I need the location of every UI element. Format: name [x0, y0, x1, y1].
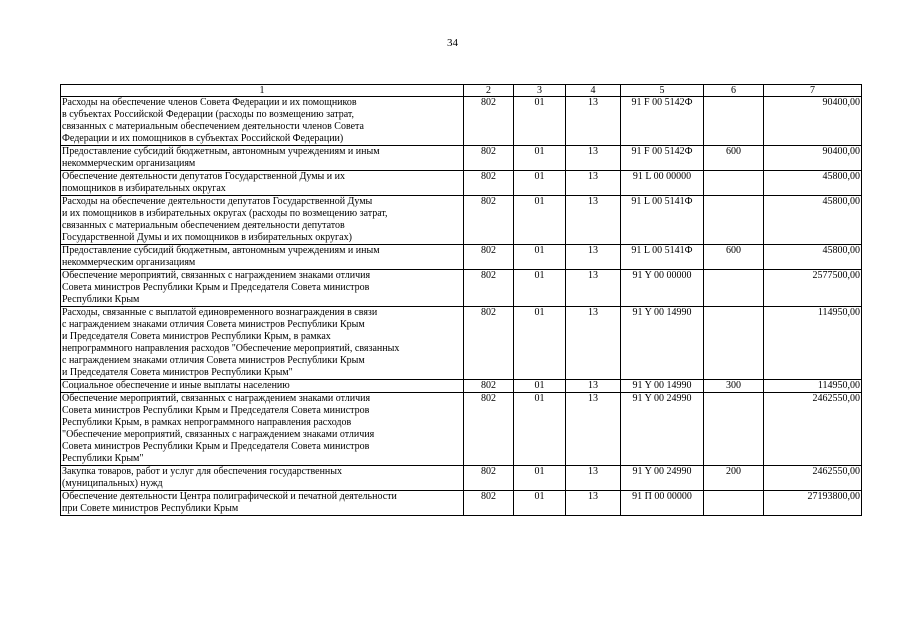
- description-line: связанных с материальным обеспечением деятельности членов Совета: [62, 121, 364, 132]
- row-description: [61, 196, 464, 245]
- description-line: Закупка товаров, работ и услуг для обеспечения государственных: [62, 466, 343, 477]
- cell-admin-code: 802: [464, 196, 514, 245]
- cell-amount: 45800,00: [764, 171, 862, 196]
- column-header: 7: [764, 85, 862, 97]
- description-line: Совета министров Республики Крым и Председателя Совета министров: [62, 441, 370, 452]
- cell-section: 01: [514, 380, 566, 393]
- table-row: [61, 307, 862, 380]
- row-description: [61, 380, 464, 393]
- column-header: 3: [514, 85, 566, 97]
- cell-target-article: 91 F 00 5142Ф: [621, 146, 704, 171]
- cell-expense-type: [704, 270, 764, 307]
- cell-amount: 2462550,00: [764, 393, 862, 466]
- column-header: 6: [704, 85, 764, 97]
- cell-target-article: 91 L 00 5141Ф: [621, 196, 704, 245]
- table-row: [61, 97, 862, 146]
- cell-expense-type: [704, 393, 764, 466]
- description-line: Расходы, связанные с выплатой единовременного вознаграждения в связи: [62, 307, 378, 318]
- cell-section: 01: [514, 270, 566, 307]
- cell-admin-code: 802: [464, 380, 514, 393]
- row-description: [61, 466, 464, 491]
- cell-expense-type: [704, 171, 764, 196]
- cell-section: 01: [514, 466, 566, 491]
- cell-amount: 114950,00: [764, 307, 862, 380]
- description-line: Республики Крым, в рамках непрограммного направления расходов: [62, 417, 352, 428]
- cell-target-article: 91 П 00 00000: [621, 491, 704, 516]
- table-row: [61, 245, 862, 270]
- cell-target-article: 91 Y 00 14990: [621, 307, 704, 380]
- cell-expense-type: 600: [704, 146, 764, 171]
- cell-admin-code: 802: [464, 307, 514, 380]
- cell-subsection: 13: [566, 491, 621, 516]
- cell-section: 01: [514, 393, 566, 466]
- description-line: в субъектах Российской Федерации (расходы по возмещению затрат,: [62, 109, 355, 120]
- row-description: [61, 146, 464, 171]
- cell-expense-type: 200: [704, 466, 764, 491]
- cell-expense-type: 300: [704, 380, 764, 393]
- cell-amount: 90400,00: [764, 146, 862, 171]
- row-description: [61, 171, 464, 196]
- cell-section: 01: [514, 491, 566, 516]
- description-line: некоммерческим организациям: [62, 257, 196, 268]
- cell-section: 01: [514, 245, 566, 270]
- header-row: [61, 85, 862, 97]
- cell-subsection: 13: [566, 380, 621, 393]
- cell-target-article: 91 Y 00 24990: [621, 393, 704, 466]
- description-line: Социальное обеспечение и иные выплаты населению: [62, 380, 290, 391]
- cell-expense-type: 600: [704, 245, 764, 270]
- description-line: Обеспечение деятельности Центра полиграфической и печатной деятельности: [62, 491, 397, 502]
- description-line: Республики Крым": [62, 453, 144, 464]
- description-line: Совета министров Республики Крым и Председателя Совета министров: [62, 405, 370, 416]
- cell-amount: 2577500,00: [764, 270, 862, 307]
- cell-target-article: 91 F 00 5142Ф: [621, 97, 704, 146]
- cell-subsection: 13: [566, 146, 621, 171]
- cell-section: 01: [514, 171, 566, 196]
- description-line: "Обеспечение мероприятий, связанных с награждением знаками отличия: [62, 429, 375, 440]
- cell-amount: 27193800,00: [764, 491, 862, 516]
- description-line: с награждением знаками отличия Совета министров Республики Крым: [62, 319, 365, 330]
- cell-subsection: 13: [566, 97, 621, 146]
- cell-target-article: 91 Y 00 00000: [621, 270, 704, 307]
- cell-admin-code: 802: [464, 171, 514, 196]
- description-line: и их помощников в избирательных округах (расходы по возмещению затрат,: [62, 208, 388, 219]
- cell-target-article: 91 L 00 5141Ф: [621, 245, 704, 270]
- description-line: Федерации и их помощников в субъектах Российской Федерации): [62, 133, 344, 144]
- cell-target-article: 91 Y 00 14990: [621, 380, 704, 393]
- row-description: [61, 307, 464, 380]
- table-row: [61, 270, 862, 307]
- cell-subsection: 13: [566, 171, 621, 196]
- row-description: [61, 245, 464, 270]
- cell-admin-code: 802: [464, 466, 514, 491]
- description-line: Расходы на обеспечение членов Совета Федерации и их помощников: [62, 97, 357, 108]
- cell-target-article: 91 L 00 00000: [621, 171, 704, 196]
- table-row: [61, 466, 862, 491]
- description-line: непрограммного направления расходов "Обеспечение мероприятий, связанных: [62, 343, 400, 354]
- table-row: [61, 491, 862, 516]
- cell-amount: 45800,00: [764, 196, 862, 245]
- page-number: 34: [447, 37, 458, 49]
- description-line: помощников в избирательных округах: [62, 183, 226, 194]
- description-line: Совета министров Республики Крым и Председателя Совета министров: [62, 282, 370, 293]
- cell-section: 01: [514, 196, 566, 245]
- cell-amount: 2462550,00: [764, 466, 862, 491]
- cell-subsection: 13: [566, 466, 621, 491]
- column-header: 2: [464, 85, 514, 97]
- row-description: [61, 393, 464, 466]
- table-row: [61, 393, 862, 466]
- cell-section: 01: [514, 146, 566, 171]
- budget-table: [60, 84, 862, 516]
- table-row: [61, 380, 862, 393]
- cell-subsection: 13: [566, 307, 621, 380]
- description-line: Предоставление субсидий бюджетным, автономным учреждениям и иным: [62, 146, 380, 157]
- description-line: Обеспечение мероприятий, связанных с награждением знаками отличия: [62, 270, 371, 281]
- description-line: при Совете министров Республики Крым: [62, 503, 239, 514]
- cell-admin-code: 802: [464, 97, 514, 146]
- cell-subsection: 13: [566, 196, 621, 245]
- cell-subsection: 13: [566, 393, 621, 466]
- cell-admin-code: 802: [464, 491, 514, 516]
- description-line: и Председателя Совета министров Республики Крым, в рамках: [62, 331, 331, 342]
- cell-admin-code: 802: [464, 270, 514, 307]
- table-row: [61, 171, 862, 196]
- cell-subsection: 13: [566, 245, 621, 270]
- cell-target-article: 91 Y 00 24990: [621, 466, 704, 491]
- row-description: [61, 491, 464, 516]
- cell-expense-type: [704, 307, 764, 380]
- description-line: Расходы на обеспечение деятельности депутатов Государственной Думы: [62, 196, 373, 207]
- cell-admin-code: 802: [464, 245, 514, 270]
- description-line: Предоставление субсидий бюджетным, автономным учреждениям и иным: [62, 245, 380, 256]
- description-line: Обеспечение деятельности депутатов Государственной Думы и их: [62, 171, 345, 182]
- row-description: [61, 97, 464, 146]
- cell-subsection: 13: [566, 270, 621, 307]
- cell-expense-type: [704, 491, 764, 516]
- cell-admin-code: 802: [464, 393, 514, 466]
- description-line: и Председателя Совета министров Республики Крым": [62, 367, 293, 378]
- description-line: с награждением знаками отличия Совета министров Республики Крым: [62, 355, 365, 366]
- column-header: 5: [621, 85, 704, 97]
- column-header: 1: [61, 85, 464, 97]
- cell-section: 01: [514, 97, 566, 146]
- row-description: [61, 270, 464, 307]
- cell-amount: 90400,00: [764, 97, 862, 146]
- table-row: [61, 146, 862, 171]
- cell-expense-type: [704, 196, 764, 245]
- description-line: Государственной Думы и их помощников в избирательных округах): [62, 232, 352, 243]
- column-header: 4: [566, 85, 621, 97]
- description-line: связанных с материальным обеспечением деятельности депутатов: [62, 220, 345, 231]
- table-row: [61, 196, 862, 245]
- cell-amount: 114950,00: [764, 380, 862, 393]
- description-line: (муниципальных) нужд: [62, 478, 163, 489]
- cell-admin-code: 802: [464, 146, 514, 171]
- description-line: Республики Крым: [62, 294, 140, 305]
- description-line: Обеспечение мероприятий, связанных с награждением знаками отличия: [62, 393, 371, 404]
- cell-amount: 45800,00: [764, 245, 862, 270]
- cell-expense-type: [704, 97, 764, 146]
- description-line: некоммерческим организациям: [62, 158, 196, 169]
- cell-section: 01: [514, 307, 566, 380]
